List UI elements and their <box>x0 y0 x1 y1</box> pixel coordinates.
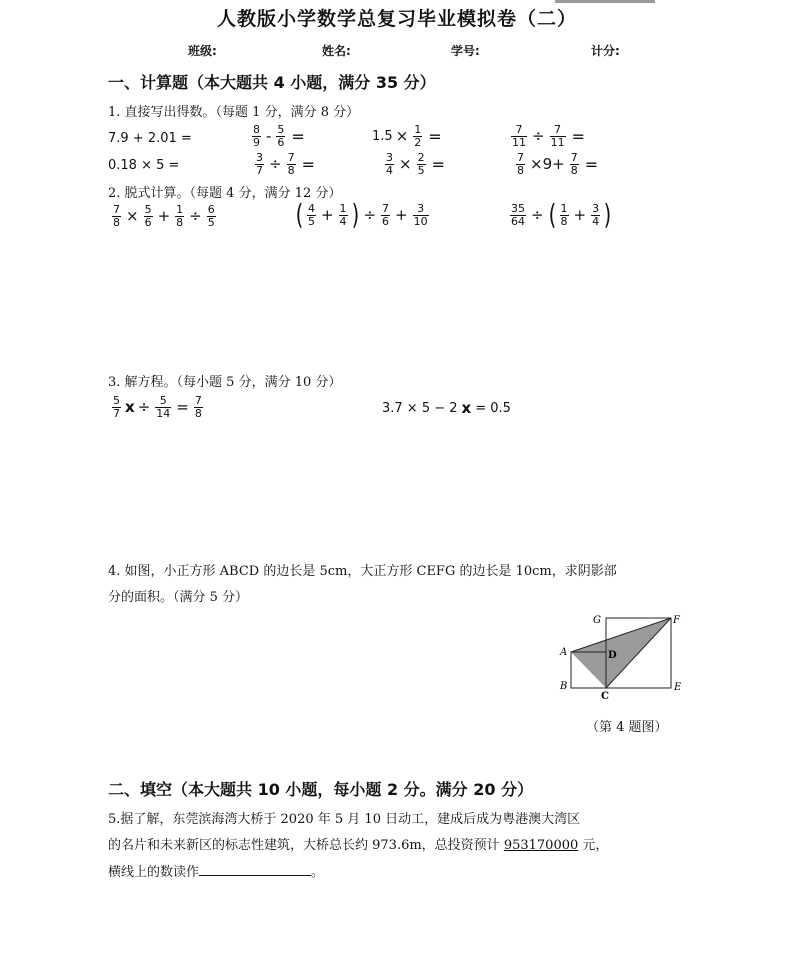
q2-expression-1: $\frac{7}{8}$ × $\frac{5}{6}$ + $\frac{1}{8}$ ÷ $\frac{6}{5}$ <box>113 202 215 229</box>
q5-text-line1: 5.据了解，东莞滨海湾大桥于 2020 年 5 月 10 日动工，建成后成为粤港澳大湾区 <box>108 812 581 827</box>
label-f: F <box>673 615 680 626</box>
q1-label: 1. 直接写出得数。（每题 1 分，满分 8 分） <box>108 105 360 120</box>
score-field: 计分: <box>591 44 620 58</box>
q1-item-8: $\frac{7}{8}$ ×9+ $\frac{7}{8}$ = <box>517 150 599 177</box>
label-e: E <box>674 682 682 693</box>
name-field: 姓名: <box>322 44 351 58</box>
q5-line3-text: 横线上的数读作 <box>108 865 200 880</box>
q4-text-line1: 4. 如图，小正方形 ABCD 的边长是 5cm，大正方形 CEFG 的边长是 10cm，求阴影部 <box>108 564 617 579</box>
q1-item-7: $\frac{3}{4}$ × $\frac{2}{5}$ = <box>386 150 445 177</box>
q4-caption: （第 4 题图） <box>586 720 668 735</box>
q5-text-line2 <box>108 834 608 853</box>
q5-line2-prefix: 的名片和未来新区的标志性建筑，大桥总长约 973.6m，总投资预计 <box>108 838 504 853</box>
q3-equation-1: $\frac{5}{7}$ x ÷ $\frac{5}{14}$ = $\frac{7}{8}$ <box>113 393 202 420</box>
q3-equation-2: 3.7 × 5 − 2 x = 0.5 <box>382 399 511 417</box>
q1-item-4: $\frac{7}{11}$ ÷ $\frac{7}{11}$ = <box>512 122 585 149</box>
class-field: 班级: <box>188 44 217 58</box>
q1-item-1: 7.9 + 2.01 = <box>108 130 192 146</box>
section1-heading: 一、计算题（本大题共 4 小题，满分 35 分） <box>108 73 436 92</box>
page-title: 人教版小学数学总复习毕业模拟卷（二） <box>216 8 577 30</box>
section2-heading: 二、填空（本大题共 10 小题，每小题 2 分。满分 20 分） <box>108 780 534 799</box>
q4-text-line2: 分的面积。（满分 5 分） <box>108 590 249 605</box>
top-edge-bar <box>555 0 655 3</box>
student-number-field: 学号: <box>451 44 480 58</box>
q3-label: 3. 解方程。（每小题 5 分，满分 10 分） <box>108 375 342 390</box>
q5-line2-suffix: 元， <box>578 838 609 853</box>
q1-item-2: $\frac{8}{9}$ - $\frac{5}{6}$ = <box>253 122 305 149</box>
q2-label: 2. 脱式计算。（每题 4 分，满分 12 分） <box>108 186 342 201</box>
q5-text-line3 <box>108 861 324 880</box>
q4-figure-shapes <box>571 618 671 688</box>
answer-blank[interactable] <box>199 863 311 876</box>
label-c: C <box>601 691 609 702</box>
q2-expression-2: ( $\frac{4}{5}$ + $\frac{1}{4}$ ) ÷ $\frac{7}{6}$ + $\frac{3}{10}$ <box>295 198 428 231</box>
shaded-triangle <box>571 618 671 688</box>
q1-item-5: 0.18 × 5 = <box>108 157 180 173</box>
investment-number: 953170000 <box>503 838 579 853</box>
label-g: G <box>593 615 601 626</box>
label-a: A <box>560 647 568 658</box>
q5-line3-end: 。 <box>311 865 325 880</box>
q1-item-6: $\frac{3}{7}$ ÷ $\frac{7}{8}$ = <box>256 150 315 177</box>
q4-figure <box>555 610 690 705</box>
q1-item-3: 1.5 × $\frac{1}{2}$ = <box>372 122 442 149</box>
q2-expression-3: $\frac{35}{64}$ ÷ ( $\frac{1}{8}$ + $\frac{3}{4}$ ) <box>511 198 612 231</box>
label-d: D <box>608 650 617 661</box>
label-b: B <box>560 681 568 692</box>
